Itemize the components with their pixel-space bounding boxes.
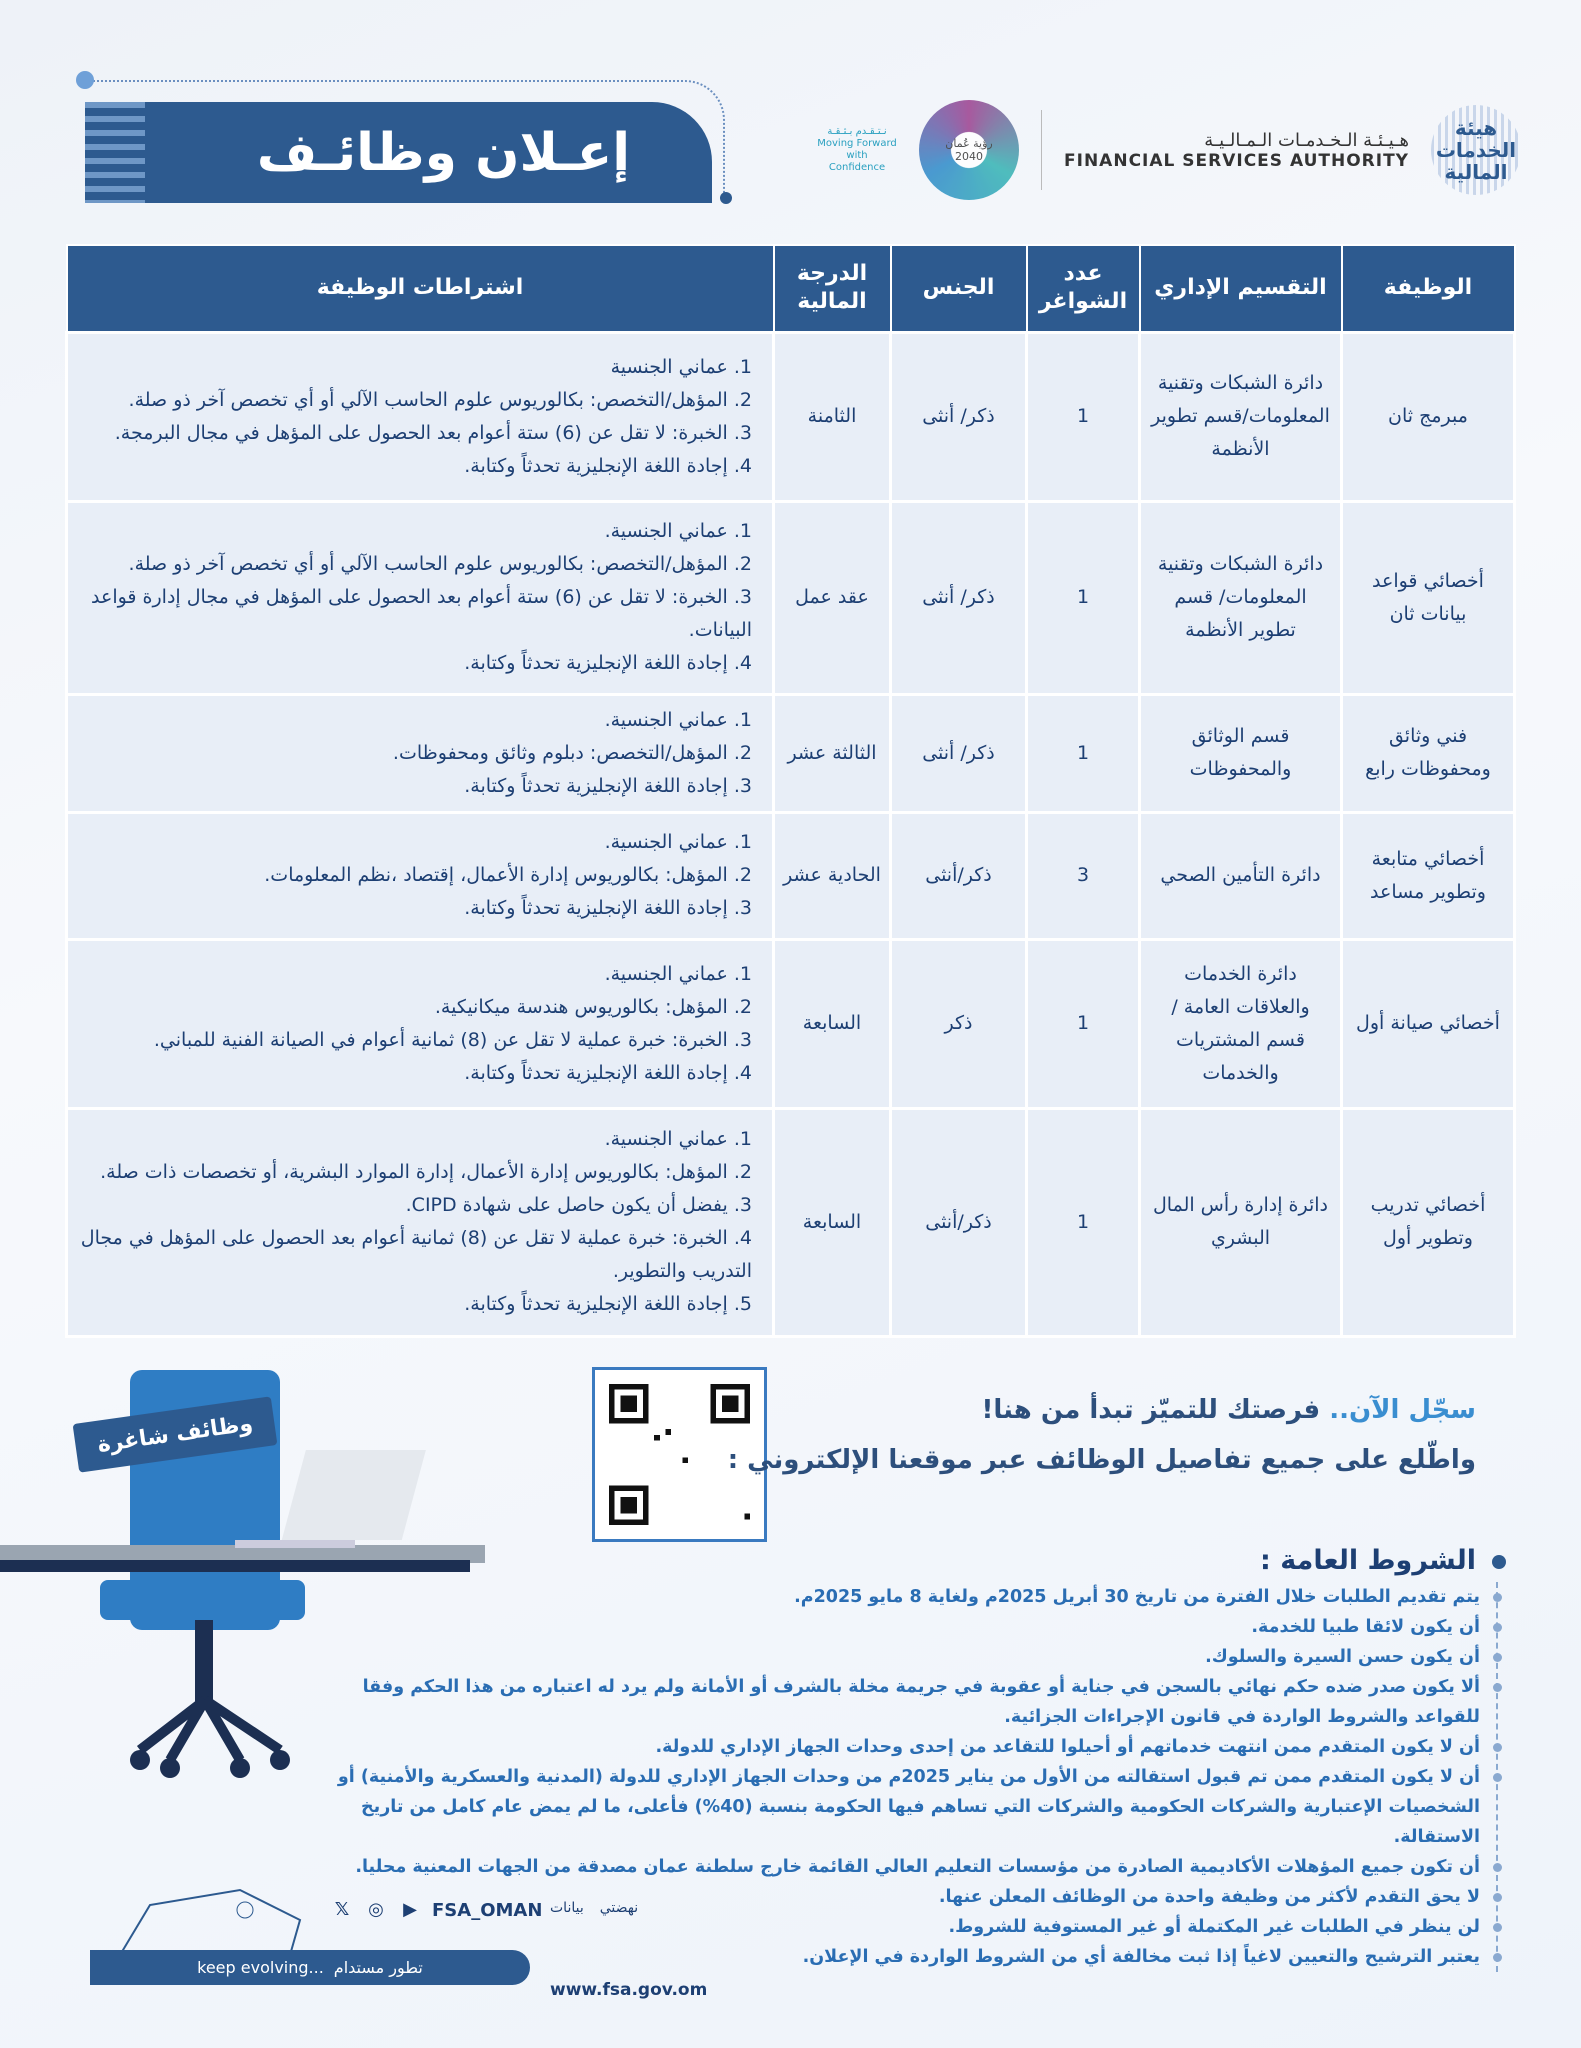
condition-item: أن يكون حسن السيرة والسلوك. [326, 1642, 1480, 1672]
logos [817, 100, 1521, 200]
table-row [67, 1108, 1515, 1336]
partner-logo: بيانات [550, 1900, 584, 1916]
cell-count: 1 [1027, 694, 1140, 812]
cell-job: أخصائي قواعد بيانات ثان [1342, 501, 1515, 694]
decorative-dot [720, 192, 732, 204]
requirement-item: 4. إجادة اللغة الإنجليزية تحدثاً وكتابة. [464, 1061, 752, 1084]
register-now-text: سجّل الآن.. [1329, 1395, 1476, 1425]
cell-dept: دائرة التأمين الصحي [1140, 812, 1342, 939]
table-row [67, 812, 1515, 939]
requirement-item: 3. يفضل أن يكون حاصل على شهادة CIPD. [405, 1194, 752, 1216]
requirement-item: 2. المؤهل/التخصص: بكالوريوس علوم الحاسب الآلي أو أي تخصص آخر ذو صلة. [128, 553, 752, 575]
requirement-item: 2. المؤهل: بكالوريوس إدارة الأعمال، إقتصاد ،نظم المعلومات. [264, 864, 752, 886]
promo-headline: فرصتك للتميّز تبدأ من هنا! [981, 1395, 1321, 1425]
condition-item: أن لا يكون المتقدم ممن تم قبول استقالته من الأول من يناير 2025م من وحدات الجهاز الإداري للدولة (المدنية والعسكرية والأمنية) أو الشخصيات الإعتبارية والشركات الحكومية والشركات التي تساهم فيها الحكومة بنسبة (40%) فأعلى، ما لم يمض عام كامل من تاريخ الاستقالة. [326, 1762, 1480, 1852]
cell-count: 3 [1027, 812, 1140, 939]
requirement-item: 3. إجادة اللغة الإنجليزية تحدثاً وكتابة. [464, 774, 752, 797]
social-handle: FSA_OMAN [432, 1899, 543, 1921]
divider [1041, 110, 1042, 190]
cell-job: أخصائي تدريب وتطوير أول [1342, 1108, 1515, 1336]
cell-requirements [67, 694, 774, 812]
vision-tag-en: Moving Forward with Confidence [817, 138, 897, 173]
requirement-item: 3. الخبرة: خبرة عملية لا تقل عن (8) ثمانية أعوام في الصيانة الفنية للمباني. [153, 1028, 752, 1051]
page-title: إعـلان وظائـف [256, 122, 631, 183]
conditions-title [326, 1545, 1476, 1576]
requirement-item: 3. الخبرة: لا تقل عن (6) ستة أعوام بعد الحصول على المؤهل في مجال البرمجة. [114, 421, 752, 444]
cell-dept: دائرة إدارة رأس المال البشري [1140, 1108, 1342, 1336]
decorative-dot [76, 71, 94, 89]
table-row [67, 939, 1515, 1108]
partner-logos [550, 1900, 638, 1916]
cell-job: أخصائي متابعة وتطوير مساعد [1342, 812, 1515, 939]
cell-requirements [67, 332, 774, 501]
cell-requirements [67, 812, 774, 939]
cell-grade: عقد عمل [774, 501, 891, 694]
cell-requirements [67, 939, 774, 1108]
cell-grade: السابعة [774, 939, 891, 1108]
condition-item: أن تكون جميع المؤهلات الأكاديمية الصادرة من مؤسسات التعليم العالي القائمة خارج سلطنة عمان مصدقة من الجهات المعنية محليا. [326, 1852, 1480, 1882]
vacancies-sign: وظائف شاغرة [73, 1396, 278, 1472]
requirement-item: 1. عماني الجنسية [610, 355, 752, 378]
instagram-icon[interactable]: ◎ [368, 1899, 384, 1920]
table-row [67, 332, 1515, 501]
youtube-icon[interactable]: ▶ [403, 1899, 417, 1920]
requirement-item: 5. إجادة اللغة الإنجليزية تحدثاً وكتابة. [464, 1293, 752, 1315]
requirement-item: 4. الخبرة: خبرة عملية لا تقل عن (8) ثمانية أعوام بعد الحصول على المؤهل في مجال التدريب والتطوير. [80, 1227, 752, 1282]
condition-item: لن ينظر في الطلبات غير المكتملة أو غير المستوفية للشروط. [326, 1912, 1480, 1942]
cell-job: فني وثائق ومحفوظات رابع [1342, 694, 1515, 812]
cell-grade: الثامنة [774, 332, 891, 501]
column-header: الجنس [891, 245, 1027, 332]
cell-gender: ذكر [891, 939, 1027, 1108]
oman-vision-logo [919, 100, 1019, 200]
condition-item: يتم تقديم الطلبات خلال الفترة من تاريخ 30 أبريل 2025م ولغاية 8 مايو 2025م. [326, 1582, 1480, 1612]
cell-grade: السابعة [774, 1108, 891, 1336]
cell-gender: ذكر/أنثى [891, 1108, 1027, 1336]
fsa-logo [1431, 105, 1521, 195]
cell-count: 1 [1027, 501, 1140, 694]
column-header: اشتراطات الوظيفة [67, 245, 774, 332]
requirement-item: 1. عماني الجنسية. [604, 962, 752, 985]
cell-requirements [67, 1108, 774, 1336]
vision-text: رؤية عُمان 2040 [945, 137, 993, 163]
requirement-item: 1. عماني الجنسية. [604, 520, 752, 542]
requirement-item: 4. إجادة اللغة الإنجليزية تحدثاً وكتابة. [464, 652, 752, 674]
fsa-name [1064, 130, 1409, 171]
building-illustration [110, 1880, 310, 1960]
cell-job: مبرمج ثان [1342, 332, 1515, 501]
condition-item: أن لا يكون المتقدم ممن انتهت خدماتهم أو أحيلوا للتقاعد من إحدى وحدات الجهاز الإداري للدولة. [326, 1732, 1480, 1762]
cell-dept: دائرة الخدمات والعلاقات العامة / قسم المشتريات والخدمات [1140, 939, 1342, 1108]
social-links [330, 1898, 542, 1922]
cell-count: 1 [1027, 939, 1140, 1108]
cell-requirements [67, 501, 774, 694]
slogan-ar: تطور مستدام [333, 1958, 423, 1977]
cell-dept: دائرة الشبكات وتقنية المعلومات/قسم تطوير الأنظمة [1140, 332, 1342, 501]
condition-item: أن يكون لائقا طبيا للخدمة. [326, 1612, 1480, 1642]
requirement-item: 2. المؤهل: بكالوريوس هندسة ميكانيكية. [434, 995, 752, 1018]
column-header: عدد الشواغر [1027, 245, 1140, 332]
requirement-item: 1. عماني الجنسية. [604, 708, 752, 731]
cell-count: 1 [1027, 1108, 1140, 1336]
requirement-item: 2. المؤهل: بكالوريوس إدارة الأعمال، إدارة الموارد البشرية، أو تخصصات ذات صلة. [100, 1161, 752, 1183]
website-link[interactable]: www.fsa.gov.om [550, 1980, 708, 2000]
requirement-item: 4. إجادة اللغة الإنجليزية تحدثاً وكتابة. [464, 454, 752, 477]
fsa-logo-text: هيئة الخدمات المالية [1435, 116, 1517, 184]
vision-tagline [817, 126, 897, 174]
footer-bar [90, 1950, 530, 1985]
jobs-table [65, 244, 1516, 1338]
condition-item: ألا يكون صدر ضده حكم نهائي بالسجن في جناية أو عقوبة في جريمة مخلة بالشرف أو الأمانة ولم يرد له اعتباره من هذا الحكم وفقا للقواعد والشروط الواردة في قانون الإجراءات الجزائية. [326, 1672, 1480, 1732]
table-header-row [67, 245, 1515, 332]
conditions-title-text: الشروط العامة : [1260, 1545, 1476, 1576]
vision-tag-ar: نـتـقـدم بـثـقـة [827, 126, 887, 137]
cell-gender: ذكر/ أنثى [891, 332, 1027, 501]
org-name-ar: هـيـئـة الـخـدمـات الـمـالـيـة [1204, 129, 1409, 151]
bullet-icon [1492, 1555, 1506, 1569]
cell-dept: دائرة الشبكات وتقنية المعلومات/ قسم تطوير الأنظمة [1140, 501, 1342, 694]
cell-grade: الثالثة عشر [774, 694, 891, 812]
cell-gender: ذكر/ أنثى [891, 694, 1027, 812]
table-row [67, 501, 1515, 694]
requirement-item: 2. المؤهل/التخصص: دبلوم وثائق ومحفوظات. [392, 741, 752, 764]
requirement-item: 2. المؤهل/التخصص: بكالوريوس علوم الحاسب الآلي أو أي تخصص آخر ذو صلة. [128, 388, 752, 411]
requirement-item: 3. الخبرة: لا تقل عن (6) ستة أعوام بعد الحصول على المؤهل في مجال إدارة قواعد البيانات. [91, 586, 752, 641]
cell-count: 1 [1027, 332, 1140, 501]
cell-gender: ذكر/ أنثى [891, 501, 1027, 694]
table-row [67, 694, 1515, 812]
banner-stripes [85, 102, 145, 203]
column-header: الدرجة المالية [774, 245, 891, 332]
condition-item: لا يحق التقدم لأكثر من وظيفة واحدة من الوظائف المعلن عنها. [326, 1882, 1480, 1912]
condition-item: يعتبر الترشيح والتعيين لاغياً إذا ثبت مخالفة أي من الشروط الواردة في الإعلان. [326, 1942, 1480, 1972]
column-header: التقسيم الإداري [1140, 245, 1342, 332]
requirement-item: 3. إجادة اللغة الإنجليزية تحدثاً وكتابة. [464, 897, 752, 919]
title-banner [85, 102, 712, 203]
promo-subline: واطّلع على جميع تفاصيل الوظائف عبر موقعنا الإلكتروني : [727, 1445, 1476, 1475]
requirement-item: 1. عماني الجنسية. [604, 1128, 752, 1150]
org-name-en: FINANCIAL SERVICES AUTHORITY [1064, 150, 1409, 171]
promo-text [728, 1395, 1476, 1475]
slogan-en: keep evolving... [197, 1958, 324, 1977]
cell-grade: الحادية عشر [774, 812, 891, 939]
x-icon[interactable]: 𝕏 [334, 1899, 350, 1920]
cell-gender: ذكر/أنثى [891, 812, 1027, 939]
cell-job: أخصائي صيانة أول [1342, 939, 1515, 1108]
cell-dept: قسم الوثائق والمحفوظات [1140, 694, 1342, 812]
column-header: الوظيفة [1342, 245, 1515, 332]
requirement-item: 1. عماني الجنسية. [604, 831, 752, 853]
partner-logo: نهضتي [599, 1900, 639, 1916]
